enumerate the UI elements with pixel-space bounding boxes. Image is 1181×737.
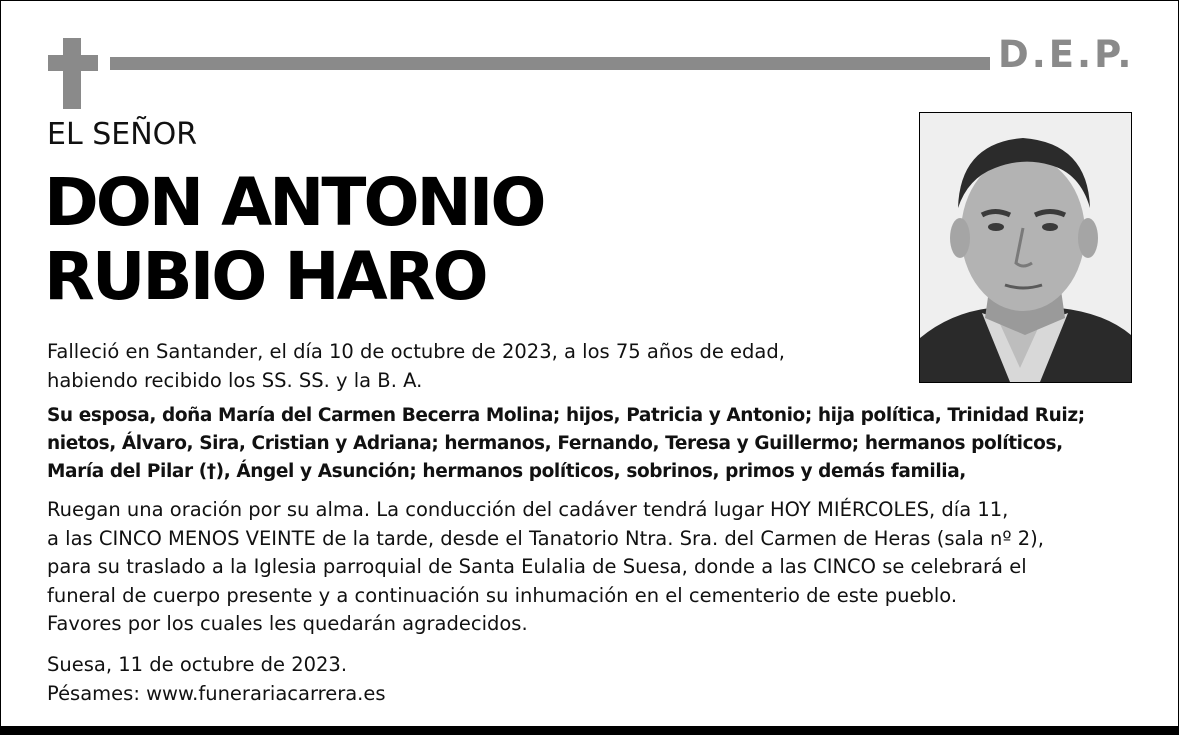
ceremony-line: para su traslado a la Iglesia parroquial de Santa Eulalia de Suesa, donde a las CINCO se celebrará el bbox=[47, 555, 1027, 578]
family-list bbox=[47, 402, 1085, 486]
ceremony-details bbox=[47, 496, 1044, 639]
header-rule bbox=[110, 57, 990, 70]
deceased-name-line-2: RUBIO HARO bbox=[44, 238, 486, 315]
cross-icon-arm bbox=[48, 55, 98, 71]
ceremony-line: funeral de cuerpo presente y a continuación su inhumación en el cementerio de este pueblo. bbox=[47, 583, 958, 607]
ceremony-line: Ruegan una oración por su alma. La conducción del cadáver tendrá lugar HOY MIÉRCOLES, día 11, bbox=[47, 498, 1009, 521]
signoff bbox=[47, 650, 386, 708]
honorific: EL SEÑOR bbox=[47, 117, 198, 152]
place-date: Suesa, 11 de octubre de 2023. bbox=[47, 653, 348, 676]
family-line: Su esposa, doña María del Carmen Becerra Molina; hijos, Patricia y Antonio; hija política, Trinidad Ruiz; bbox=[47, 405, 1085, 426]
condolences-website: Pésames: www.funerariacarrera.es bbox=[47, 682, 386, 705]
family-line: nietos, Álvaro, Sira, Cristian y Adriana; hermanos, Fernando, Teresa y Guillermo; hermanos políticos, bbox=[47, 433, 1063, 454]
death-notice-line: Falleció en Santander, el día 10 de octubre de 2023, a los 75 años de edad, bbox=[47, 340, 785, 363]
deceased-name bbox=[44, 166, 543, 314]
cross-icon bbox=[63, 38, 81, 109]
ceremony-line: Favores por los cuales les quedarán agradecidos. bbox=[47, 612, 528, 635]
family-line: María del Pilar (†), Ángel y Asunción; hermanos políticos, sobrinos, primos y demás familia, bbox=[47, 461, 966, 482]
ceremony-line: a las CINCO MENOS VEINTE de la tarde, desde el Tanatorio Ntra. Sra. del Carmen de Heras (sala nº 2), bbox=[47, 526, 1044, 550]
portrait-photo bbox=[919, 112, 1132, 383]
deceased-name-line-1: DON ANTONIO bbox=[44, 164, 544, 241]
dep-heading: D.E.P. bbox=[998, 33, 1135, 76]
death-notice-line: habiendo recibido los SS. SS. y la B. A. bbox=[47, 368, 423, 392]
death-notice bbox=[47, 338, 785, 395]
portrait-illustration bbox=[920, 113, 1131, 382]
